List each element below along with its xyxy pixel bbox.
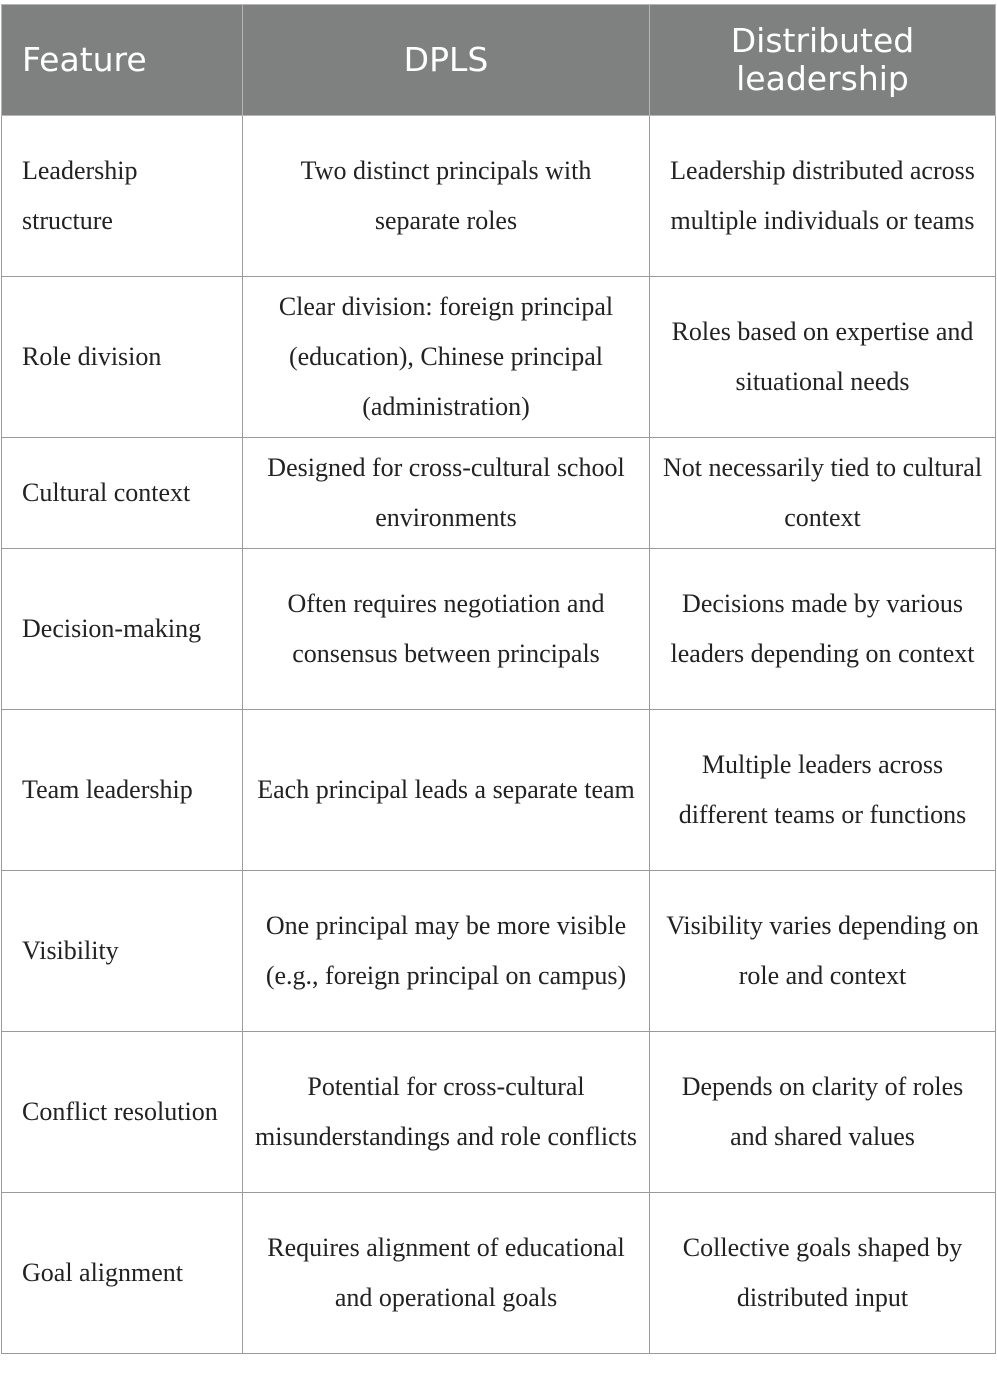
- table-row: [2, 1032, 996, 1193]
- dpls-cell: Requires alignment of educational and operational goals: [243, 1193, 650, 1354]
- distributed-cell: Collective goals shaped by distributed input: [650, 1193, 996, 1354]
- dpls-cell: Designed for cross-cultural school environments: [243, 438, 650, 549]
- header-row: [2, 5, 996, 116]
- table-row: [2, 871, 996, 1032]
- header-feature: Feature: [2, 5, 243, 116]
- feature-cell: Role division: [2, 277, 243, 438]
- distributed-cell: Leadership distributed across multiple individuals or teams: [650, 116, 996, 277]
- table-row: [2, 1193, 996, 1354]
- table-row: [2, 549, 996, 710]
- dpls-cell: Clear division: foreign principal (education), Chinese principal (administration): [243, 277, 650, 438]
- feature-cell: Leadership structure: [2, 116, 243, 277]
- distributed-cell: Decisions made by various leaders depending on context: [650, 549, 996, 710]
- distributed-cell: Roles based on expertise and situational needs: [650, 277, 996, 438]
- distributed-cell: Visibility varies depending on role and context: [650, 871, 996, 1032]
- header-distributed-leadership: Distributed leadership: [650, 5, 996, 116]
- dpls-cell: Potential for cross-cultural misunderstandings and role conflicts: [243, 1032, 650, 1193]
- header-dpls: DPLS: [243, 5, 650, 116]
- dpls-cell: Often requires negotiation and consensus between principals: [243, 549, 650, 710]
- table-header: [2, 5, 996, 116]
- feature-cell: Team leadership: [2, 710, 243, 871]
- dpls-cell: Each principal leads a separate team: [243, 710, 650, 871]
- table-body: [2, 116, 996, 1354]
- table-row: [2, 277, 996, 438]
- feature-cell: Visibility: [2, 871, 243, 1032]
- feature-cell: Conflict resolution: [2, 1032, 243, 1193]
- distributed-cell: Depends on clarity of roles and shared values: [650, 1032, 996, 1193]
- distributed-cell: Not necessarily tied to cultural context: [650, 438, 996, 549]
- distributed-cell: Multiple leaders across different teams or functions: [650, 710, 996, 871]
- dpls-cell: Two distinct principals with separate roles: [243, 116, 650, 277]
- table-row: [2, 710, 996, 871]
- feature-cell: Goal alignment: [2, 1193, 243, 1354]
- table-row: [2, 116, 996, 277]
- feature-cell: Cultural context: [2, 438, 243, 549]
- feature-cell: Decision-making: [2, 549, 243, 710]
- table-row: [2, 438, 996, 549]
- dpls-cell: One principal may be more visible (e.g., foreign principal on campus): [243, 871, 650, 1032]
- comparison-table: [1, 4, 996, 1354]
